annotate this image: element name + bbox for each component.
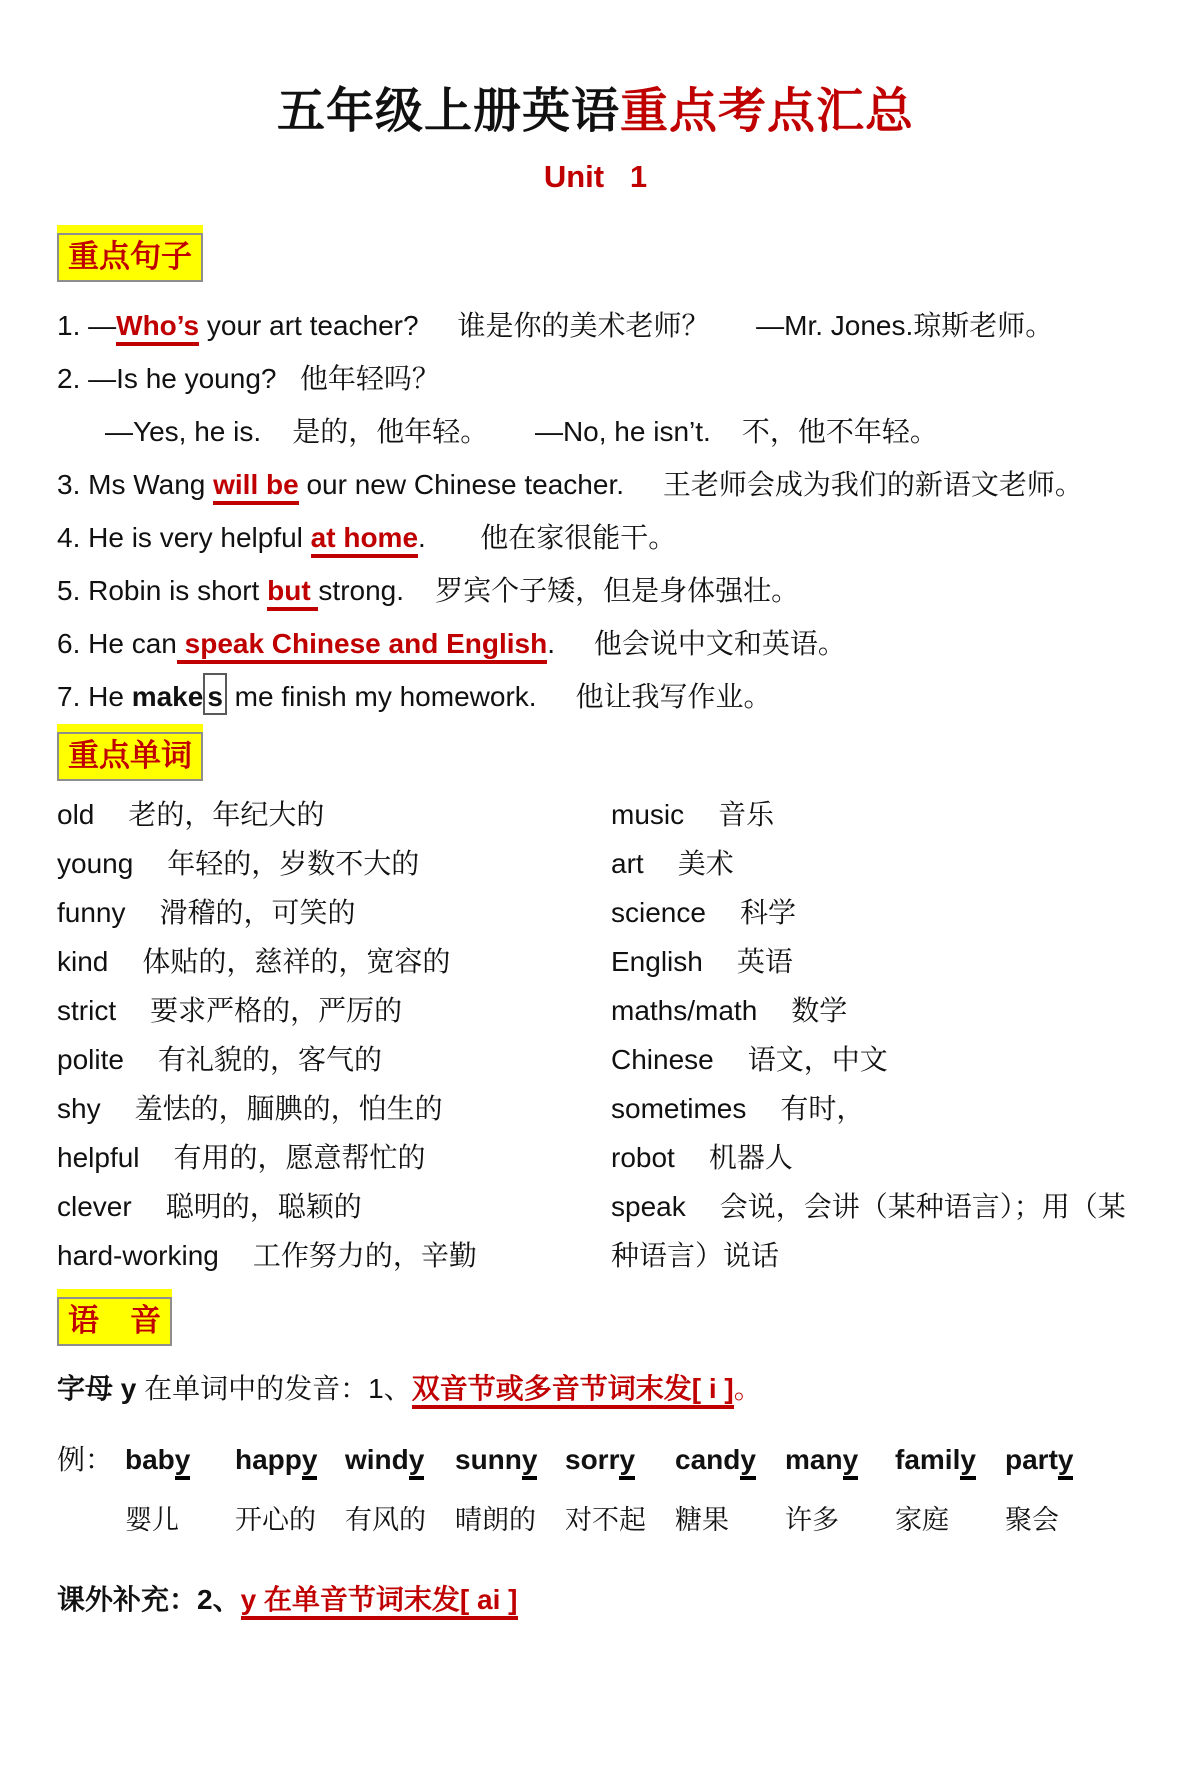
sentence [57, 414, 1134, 450]
keyword-highlight: will be [213, 469, 299, 505]
word-row [57, 993, 575, 1028]
word-english: science [611, 897, 706, 929]
example-translation: 对不起 [565, 1505, 646, 1536]
example-word [235, 1444, 345, 1476]
word-chinese: 聪明的，聪颖的 [165, 1191, 362, 1223]
text-segment: me finish my homework. 他让我写作业。 [226, 680, 772, 712]
example-word [345, 1444, 455, 1476]
word-chinese: 工作努力的，辛勤 [252, 1240, 477, 1272]
text-segment: s [203, 673, 227, 715]
underlined-y: y [960, 1444, 976, 1480]
word-chinese: 语文，中文 [747, 1044, 888, 1076]
word-row [611, 1042, 1134, 1077]
underlined-y: y [619, 1444, 635, 1480]
word-english: Chinese [611, 1044, 714, 1076]
word-chinese: 种语言）说话 [611, 1240, 780, 1272]
sentence [57, 467, 1134, 503]
phonics-example-translations [57, 1498, 1134, 1537]
word-chinese: 老的，年纪大的 [128, 799, 325, 831]
example-translation: 聚会 [1005, 1505, 1059, 1536]
word-stem: bab [125, 1444, 175, 1476]
word-row [611, 1238, 1134, 1273]
example-word [565, 1444, 675, 1476]
underlined-y: y [409, 1444, 425, 1480]
word-chinese: 体贴的，慈祥的，宽容的 [142, 946, 451, 978]
word-english: old [57, 799, 95, 831]
word-english: sometimes [611, 1093, 747, 1125]
word-chinese: 滑稽的，可笑的 [159, 897, 356, 929]
word-chinese: 有时， [780, 1093, 865, 1125]
word-english: English [611, 946, 703, 978]
underlined-y: y [175, 1444, 191, 1480]
word-row [611, 1189, 1134, 1224]
word-english: hard-working [57, 1240, 219, 1272]
keyword-highlight: speak Chinese and English [177, 628, 547, 664]
example-translation: 家庭 [895, 1505, 949, 1536]
underlined-y: y [843, 1444, 859, 1480]
text-segment: 2. —Is he young? 他年轻吗？ [57, 362, 440, 394]
word-chinese: 有用的，愿意帮忙的 [173, 1142, 426, 1174]
word-row [57, 895, 575, 930]
example-word [895, 1444, 1005, 1476]
text-segment: 在单词中的发音：1、 [144, 1373, 412, 1405]
word-column-right [611, 797, 1134, 1287]
text-segment: strong. 罗宾个子矮，但是身体强壮。 [318, 574, 800, 606]
word-column-left [57, 797, 575, 1287]
word-english: young [57, 848, 134, 880]
word-english: shy [57, 1093, 101, 1125]
text-segment: 字母 y [57, 1373, 145, 1405]
word-english: speak [611, 1191, 686, 1223]
text-segment: . 他会说中文和英语。 [547, 627, 846, 659]
translations-indent [57, 1498, 125, 1537]
keyword-highlight: 双音节或多音节词末发[ i ] [412, 1373, 734, 1409]
word-chinese: 科学 [739, 897, 796, 929]
text-segment: 。 [733, 1373, 762, 1405]
word-chinese: 要求严格的，严厉的 [150, 995, 403, 1027]
text-segment: 4. He is very helpful [57, 521, 311, 553]
underlined-y: y [740, 1444, 756, 1480]
example-translation: 婴儿 [125, 1505, 179, 1536]
text-segment: 5. Robin is short [57, 574, 268, 606]
sentence [57, 308, 1134, 344]
word-chinese: 英语 [736, 946, 793, 978]
example-translation: 许多 [785, 1505, 839, 1536]
word-stem: happ [235, 1444, 302, 1476]
sentence [57, 573, 1134, 609]
text-segment: 7. He [57, 680, 132, 712]
word-row [57, 1189, 575, 1224]
sentence [57, 520, 1134, 556]
word-stem: wind [345, 1444, 409, 1476]
title-black-part: 五年级上册英语 [276, 85, 620, 138]
underlined-y: y [522, 1444, 538, 1480]
phonics-rule [57, 1370, 1134, 1408]
word-english: funny [57, 897, 126, 929]
word-row [57, 1091, 575, 1126]
word-row [611, 895, 1134, 930]
unit-heading: Unit 1 [543, 158, 648, 194]
word-chinese: 会说，会讲（某种语言）；用（某 [719, 1191, 1126, 1223]
underlined-y: y [1058, 1444, 1074, 1480]
word-chinese: 音乐 [718, 799, 775, 831]
example-translation: 有风的 [345, 1505, 426, 1536]
word-row [57, 1238, 575, 1273]
word-row [611, 993, 1134, 1028]
example-word [455, 1444, 565, 1476]
word-stem: sunn [455, 1444, 522, 1476]
example-translation: 晴朗的 [455, 1505, 536, 1536]
word-row [611, 944, 1134, 979]
word-row [57, 797, 575, 832]
word-row [611, 797, 1134, 832]
word-row [57, 1042, 575, 1077]
example-word [1005, 1444, 1115, 1476]
text-segment: . 他在家很能干。 [418, 521, 677, 553]
phonics-extra-rule [57, 1581, 1134, 1619]
example-word [125, 1444, 235, 1476]
sentences-heading-row [57, 233, 1134, 282]
text-segment: 课外补充：2、 [57, 1584, 241, 1616]
page-title [57, 86, 1134, 139]
word-english: polite [57, 1044, 124, 1076]
keyword-highlight: y 在单音节词末发[ ai ] [241, 1584, 518, 1620]
word-chinese: 羞怯的，腼腆的，怕生的 [134, 1093, 443, 1125]
text-segment: our new Chinese teacher. 王老师会成为我们的新语文老师。 [298, 468, 1083, 500]
word-english: helpful [57, 1142, 140, 1174]
document-page [0, 86, 1191, 1619]
word-row [611, 846, 1134, 881]
word-row [611, 1091, 1134, 1126]
word-english: music [611, 799, 685, 831]
word-chinese: 年轻的，岁数不大的 [167, 848, 420, 880]
text-segment: 1. — [57, 309, 117, 341]
word-stem: sorr [565, 1444, 620, 1476]
title-red-part: 重点考点汇总 [620, 85, 915, 138]
word-row [57, 944, 575, 979]
word-stem: part [1005, 1444, 1058, 1476]
sentence [57, 679, 1134, 715]
keyword-highlight: Who’s [116, 310, 199, 346]
text-segment: —Yes, he is. 是的，他年轻。 —No, he isn’t. 不，他不年轻。 [105, 415, 938, 447]
word-english: clever [57, 1191, 132, 1223]
words-heading-row [57, 732, 1134, 781]
sentence-list [57, 308, 1134, 715]
words-section-heading: 重点单词 [57, 732, 203, 781]
word-chinese: 数学 [791, 995, 848, 1027]
sentence [57, 626, 1134, 662]
example-translation: 开心的 [235, 1505, 316, 1536]
word-row [57, 1140, 575, 1175]
word-english: maths/math [611, 995, 758, 1027]
word-stem: man [785, 1444, 843, 1476]
word-english: art [611, 848, 644, 880]
text-segment: 3. Ms Wang [57, 468, 214, 500]
word-stem: cand [675, 1444, 741, 1476]
phonics-section-heading: 语 音 [57, 1297, 172, 1346]
word-row [57, 846, 575, 881]
examples-label: 例： [57, 1444, 114, 1476]
text-segment: make [131, 680, 204, 712]
word-row [611, 1140, 1134, 1175]
word-list [57, 797, 1134, 1287]
underlined-y: y [302, 1444, 318, 1480]
keyword-highlight: at home [311, 522, 418, 558]
word-english: kind [57, 946, 109, 978]
text-segment: your art teacher? 谁是你的美术老师？ —Mr. Jones.琼斯老师。 [199, 309, 1054, 341]
keyword-highlight: but [267, 575, 318, 611]
sentences-section-heading: 重点句子 [57, 233, 203, 282]
phonics-heading-row [57, 1297, 1134, 1346]
example-word [675, 1444, 785, 1476]
phonics-example-words [57, 1438, 1134, 1478]
example-translation: 糖果 [675, 1505, 729, 1536]
text-segment: 6. He can [57, 627, 177, 659]
word-chinese: 有礼貌的，客气的 [157, 1044, 382, 1076]
word-stem: famil [895, 1444, 961, 1476]
word-english: strict [57, 995, 117, 1027]
word-english: robot [611, 1142, 675, 1174]
sentence [57, 361, 1134, 397]
word-chinese: 机器人 [708, 1142, 793, 1174]
example-word [785, 1444, 895, 1476]
word-chinese: 美术 [677, 848, 734, 880]
